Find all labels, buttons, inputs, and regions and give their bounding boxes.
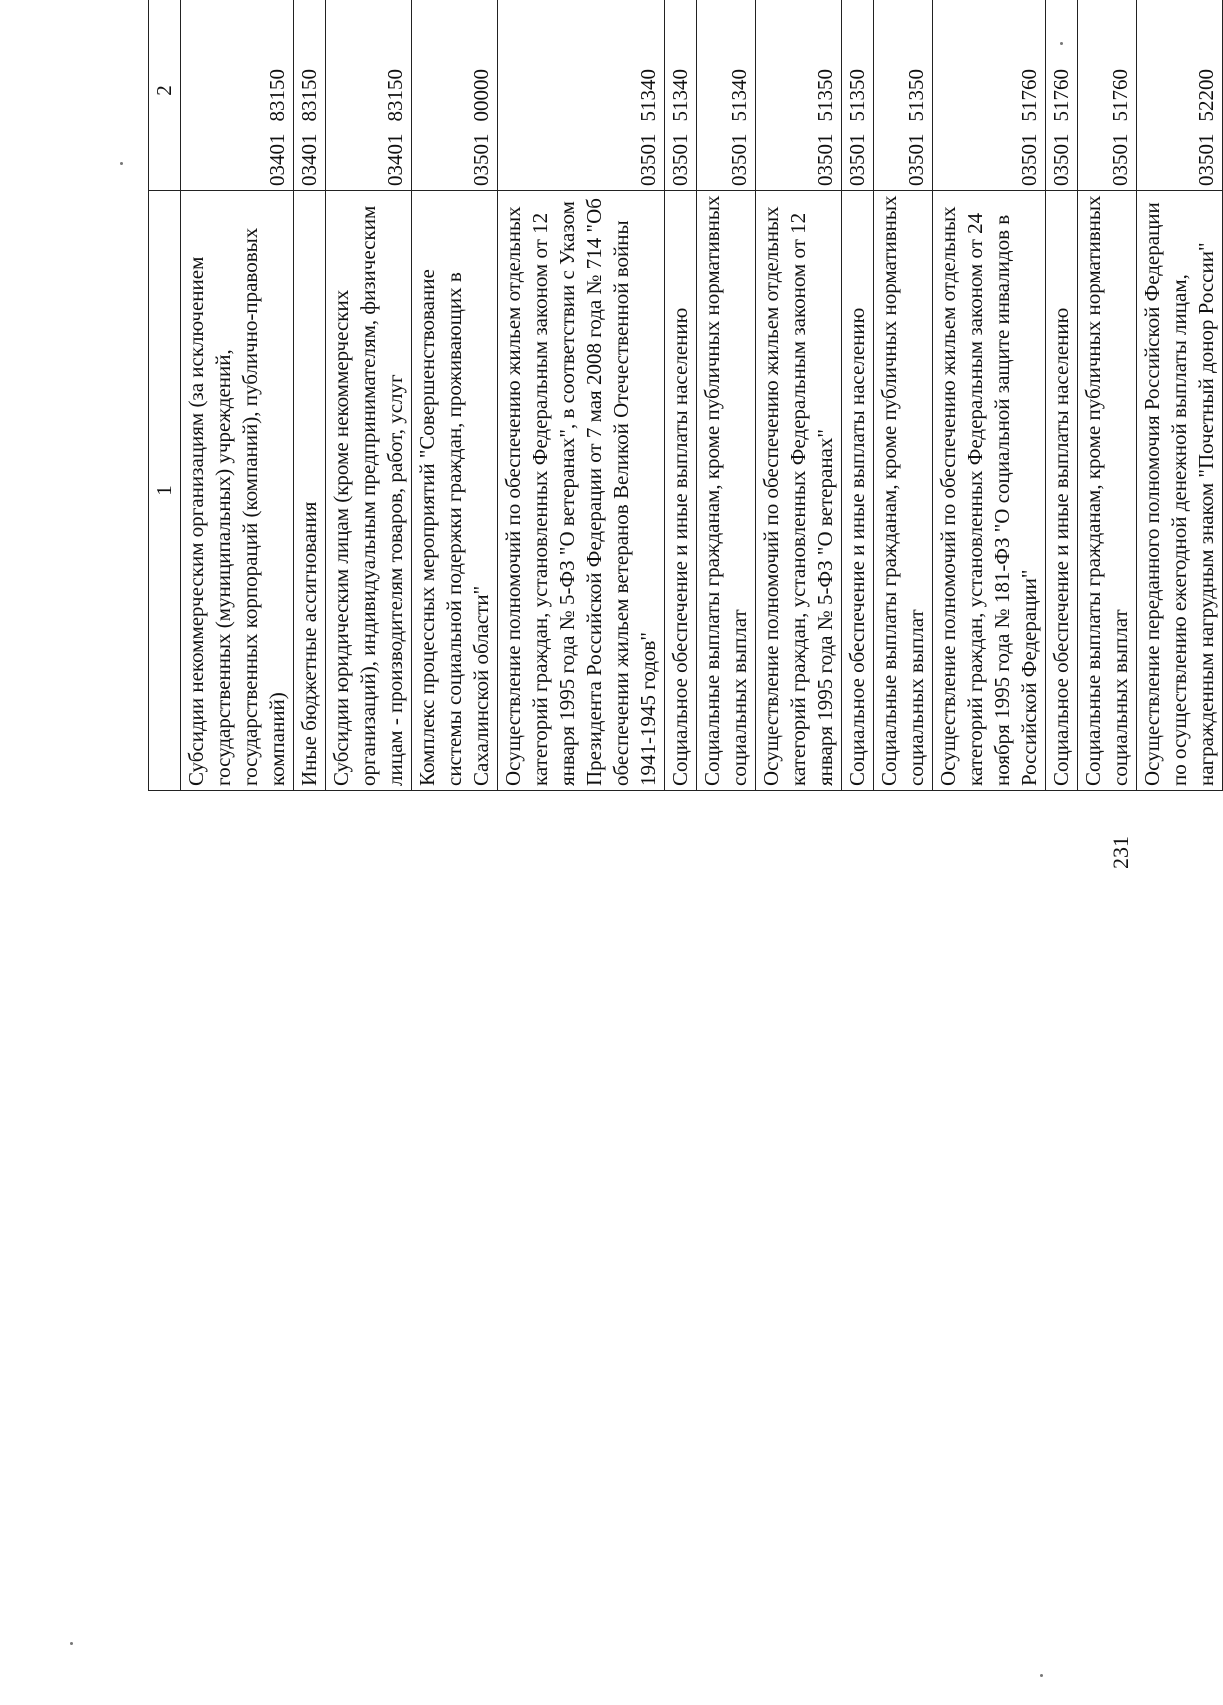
row-name: Комплекс процессных мероприятий "Совершенствование системы социальной подержки граждан, проживающих в Сахалинской области" bbox=[412, 191, 498, 791]
row-name: Субсидии некоммерческим организациям (за исключением государственных (муниципальных) учреждений, государственных корпораций (компаний), публично-правовых компаний) bbox=[181, 191, 294, 791]
code-part-1: 03401 bbox=[383, 133, 407, 186]
row-code bbox=[665, 0, 697, 191]
row-code bbox=[294, 0, 326, 191]
column-header: 2 bbox=[149, 0, 181, 191]
row-name: Социальные выплаты гражданам, кроме публичных нормативных социальных выплат bbox=[1078, 191, 1137, 791]
scan-speck bbox=[1060, 42, 1063, 45]
code-part-1: 03401 bbox=[297, 133, 321, 186]
code-part-2: 83150 bbox=[383, 69, 407, 122]
row-code bbox=[697, 0, 756, 191]
row-code bbox=[498, 0, 665, 191]
code-part-2: 51760 bbox=[1108, 69, 1132, 122]
table-row bbox=[842, 0, 874, 791]
row-name: Социальные выплаты гражданам, кроме публичных нормативных социальных выплат bbox=[697, 191, 756, 791]
table-row bbox=[697, 0, 756, 791]
row-code bbox=[412, 0, 498, 191]
row-name: Социальные выплаты гражданам, кроме публичных нормативных социальных выплат bbox=[874, 191, 933, 791]
header-row bbox=[149, 0, 181, 791]
table-row bbox=[665, 0, 697, 791]
table-row bbox=[181, 0, 294, 791]
table-row bbox=[756, 0, 842, 791]
code-part-1: 03501 bbox=[727, 133, 751, 186]
row-name: Осуществление переданного полномочия Российской Федерации по осуществлению ежегодной денежной выплаты лицам, награжденным нагрудным знаком "Почетный донор России" bbox=[1137, 191, 1223, 791]
row-name: Осуществление полномочий по обеспечению жильем отдельных категорий граждан, установленных Федеральным законом от 12 января 1995 года № 5-ФЗ "О ветеранах", в соответствии с Указом Президента Российской Федерации от 7 мая 2008 года № 714 "Об обеспечении жильем ветеранов Великой Отечественной войны 1941-1945 годов" bbox=[498, 191, 665, 791]
page-number: 231 bbox=[1108, 836, 1133, 869]
table-row bbox=[1046, 0, 1078, 791]
code-part-2: 83150 bbox=[297, 69, 321, 122]
row-code bbox=[933, 0, 1046, 191]
scan-speck bbox=[120, 162, 123, 165]
row-name: Иные бюджетные ассигнования bbox=[294, 191, 326, 791]
code-part-2: 52200 bbox=[1194, 69, 1218, 122]
scan-speck bbox=[1040, 1674, 1043, 1677]
row-name: Осуществление полномочий по обеспечению жильем отдельных категорий граждан, установленных Федеральным законом от 24 ноября 1995 года № 181-ФЗ "О социальной защите инвалидов в Российской Федерации" bbox=[933, 191, 1046, 791]
table-row bbox=[412, 0, 498, 791]
code-part-2: 51760 bbox=[1017, 69, 1041, 122]
code-part-1: 03501 bbox=[469, 133, 493, 186]
code-part-2: 51760 bbox=[1049, 69, 1073, 122]
scan-speck bbox=[70, 1642, 73, 1645]
table-row bbox=[498, 0, 665, 791]
budget-table bbox=[148, 0, 1223, 791]
row-name: Субсидии юридическим лицам (кроме некоммерческих организаций), индивидуальным предпринимателям, физическим лицам - производителям товаров, работ, услуг bbox=[326, 191, 412, 791]
code-part-1: 03501 bbox=[1194, 133, 1218, 186]
row-code bbox=[326, 0, 412, 191]
code-part-1: 03501 bbox=[636, 133, 660, 186]
code-part-2: 00000 bbox=[469, 69, 493, 122]
row-code bbox=[1046, 0, 1078, 191]
table-row bbox=[933, 0, 1046, 791]
code-part-1: 03501 bbox=[813, 133, 837, 186]
code-part-1: 03501 bbox=[1049, 133, 1073, 186]
row-code bbox=[756, 0, 842, 191]
row-code bbox=[1137, 0, 1223, 191]
code-part-1: 03501 bbox=[904, 133, 928, 186]
row-name: Социальное обеспечение и иные выплаты населению bbox=[1046, 191, 1078, 791]
column-header: 1 bbox=[149, 191, 181, 791]
code-part-2: 51340 bbox=[727, 69, 751, 122]
row-name: Осуществление полномочий по обеспечению жильем отдельных категорий граждан, установленных Федеральным законом от 12 января 1995 года № 5-ФЗ "О ветеранах" bbox=[756, 191, 842, 791]
table-row bbox=[1078, 0, 1137, 791]
table-row bbox=[326, 0, 412, 791]
code-part-1: 03501 bbox=[1017, 133, 1041, 186]
row-code bbox=[874, 0, 933, 191]
code-part-2: 83150 bbox=[265, 69, 289, 122]
code-part-2: 51340 bbox=[668, 69, 692, 122]
table-row bbox=[1137, 0, 1223, 791]
row-code bbox=[181, 0, 294, 191]
code-part-2: 51350 bbox=[904, 69, 928, 122]
table-row bbox=[874, 0, 933, 791]
row-name: Социальное обеспечение и иные выплаты населению bbox=[842, 191, 874, 791]
table-row bbox=[294, 0, 326, 791]
code-part-2: 51350 bbox=[845, 69, 869, 122]
code-part-2: 51340 bbox=[636, 69, 660, 122]
code-part-1: 03501 bbox=[845, 133, 869, 186]
row-code bbox=[1078, 0, 1137, 191]
row-code bbox=[842, 0, 874, 191]
code-part-2: 51350 bbox=[813, 69, 837, 122]
code-part-1: 03501 bbox=[1108, 133, 1132, 186]
code-part-1: 03501 bbox=[668, 133, 692, 186]
row-name: Социальное обеспечение и иные выплаты населению bbox=[665, 191, 697, 791]
code-part-1: 03401 bbox=[265, 133, 289, 186]
